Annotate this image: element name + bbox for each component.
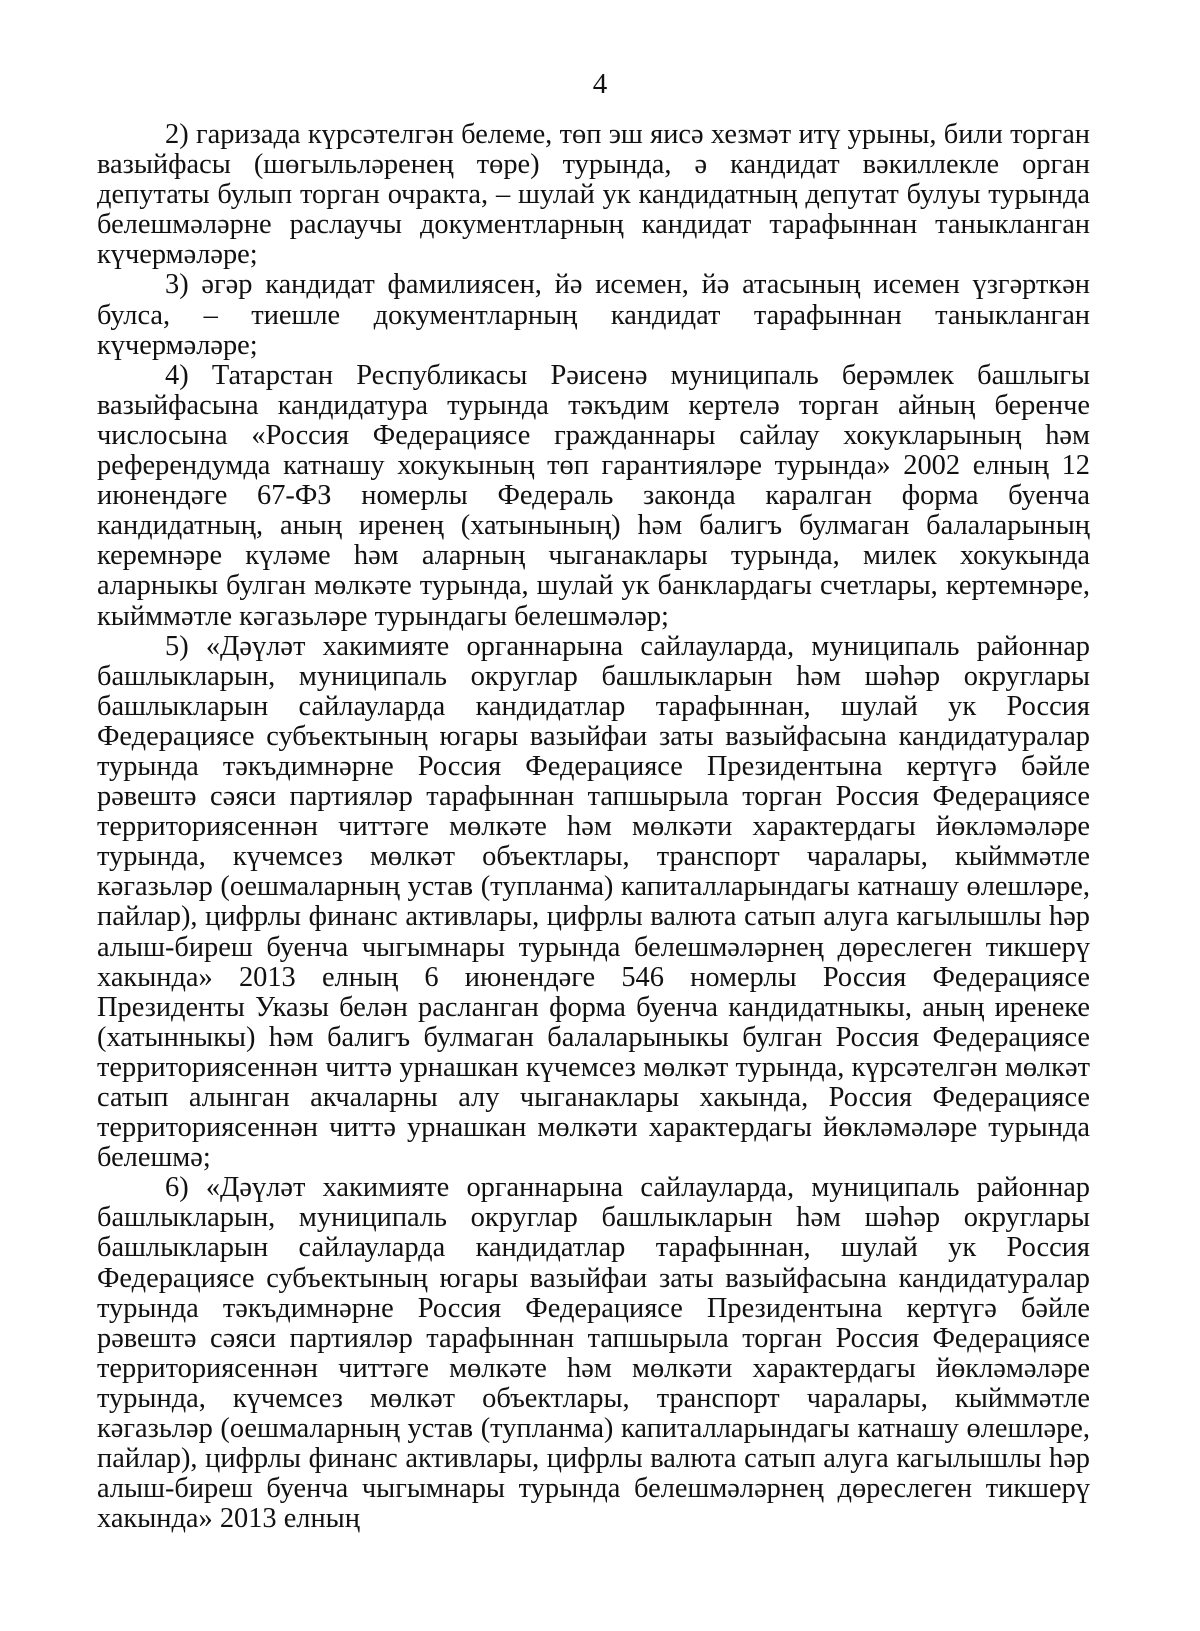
- paragraph-item-2: 2) гаризада күрсәтелгән белеме, төп эш яисә хезмәт итү урыны, били торган вазыйфасы (шөгыльләренең төре) турында, ә кандидат вәкиллекле орган депутаты булып торган очракта, – шулай ук кандидатның депутат булуы турында белешмәләрне раслаучы документларның кандидат тарафыннан таныкланган күчермәләре;: [97, 119, 1090, 271]
- paragraph-item-6: 6) «Дәүләт хакимияте органнарына сайлауларда, муниципаль районнар башлыкларын, муниципаль округлар башлыкларын һәм шәһәр округлары башлыкларын сайлауларда кандидатлар тарафыннан, шулай ук Россия Федерациясе субъектының югары вазыйфаи заты вазыйфасына кандидатуралар турында тәкъдимнәрне Россия Федерациясе Президентына кертүгә бәйле рәвештә сәяси партияләр тарафыннан тапшырыла торган Россия Федерациясе территориясеннән читтәге мөлкәте һәм мөлкәти характердагы йөкләмәләре турында, күчемсез мөлкәт объектлары, транспорт чаралары, кыйммәтле кәгазьләр (оешмаларның устав (тупланма) капиталларындагы катнашу өлешләре, пайлар), цифрлы финанс активлары, цифрлы валюта сатып алуга кагылышлы һәр алыш-биреш буенча чыгымнары турында белешмәләрнең дөреслеген тикшерү хакында» 2013 елның: [97, 1172, 1090, 1535]
- paragraph-item-4: 4) Татарстан Республикасы Рәисенә муниципаль берәмлек башлыгы вазыйфасына кандидатура турында тәкъдим кертелә торган айның беренче числосына «Россия Федерациясе гражданнары сайлау хокукларының һәм референдумда катнашу хокукының төп гарантияләре турында» 2002 елның 12 июнендәге 67-ФЗ номерлы Федераль законда каралган форма буенча кандидатның, аның иренең (хатынының) һәм балигъ булмаган балаларының керемнәре күләме һәм аларның чыганаклары турында, милек хокукында аларныкы булган мөлкәте турында, шулай ук банклардагы счетлары, кертемнәре, кыйммәтле кәгазьләре турындагы белешмәләр;: [97, 359, 1090, 632]
- paragraph-item-3: 3) әгәр кандидат фамилиясен, йә исемен, йә атасының исемен үзгәрткән булса, – тиешле документларның кандидат тарафыннан таныкланган күчермәләре;: [97, 269, 1090, 361]
- document-body: [97, 120, 1090, 1534]
- page-number: 4: [592, 68, 608, 100]
- paragraph-item-5: 5) «Дәүләт хакимияте органнарына сайлауларда, муниципаль районнар башлыкларын, муниципаль округлар башлыкларын һәм шәһәр округлары башлыкларын сайлауларда кандидатлар тарафыннан, шулай ук Россия Федерациясе субъектының югары вазыйфаи заты вазыйфасына кандидатуралар турында тәкъдимнәрне Россия Федерациясе Президентына кертүгә бәйле рәвештә сәяси партияләр тарафыннан тапшырыла торган Россия Федерациясе территориясеннән читтәге мөлкәте һәм мөлкәти характердагы йөкләмәләре турында, күчемсез мөлкәт объектлары, транспорт чаралары, кыйммәтле кәгазьләр (оешмаларның устав (тупланма) капиталларындагы катнашу өлешләре, пайлар), цифрлы финанс активлары, цифрлы валюта сатып алуга кагылышлы һәр алыш-биреш буенча чыгымнары турында белешмәләрнең дөреслеген тикшерү хакында» 2013 елның 6 июнендәге 546 номерлы Россия Федерациясе Президенты Указы белән расланган форма буенча кандидатныкы, аның иренеке (хатынныкы) һәм балигъ булмаган балаларыныкы булган Россия Федерациясе территориясеннән читтә урнашкан күчемсез мөлкәт турында, күрсәтелгән мөлкәт сатып алынган акчаларны алу чыганаклары хакында, Россия Федерациясе территориясеннән читтә урнашкан мөлкәти характердагы йөкләмәләре турында белешмә;: [97, 630, 1090, 1174]
